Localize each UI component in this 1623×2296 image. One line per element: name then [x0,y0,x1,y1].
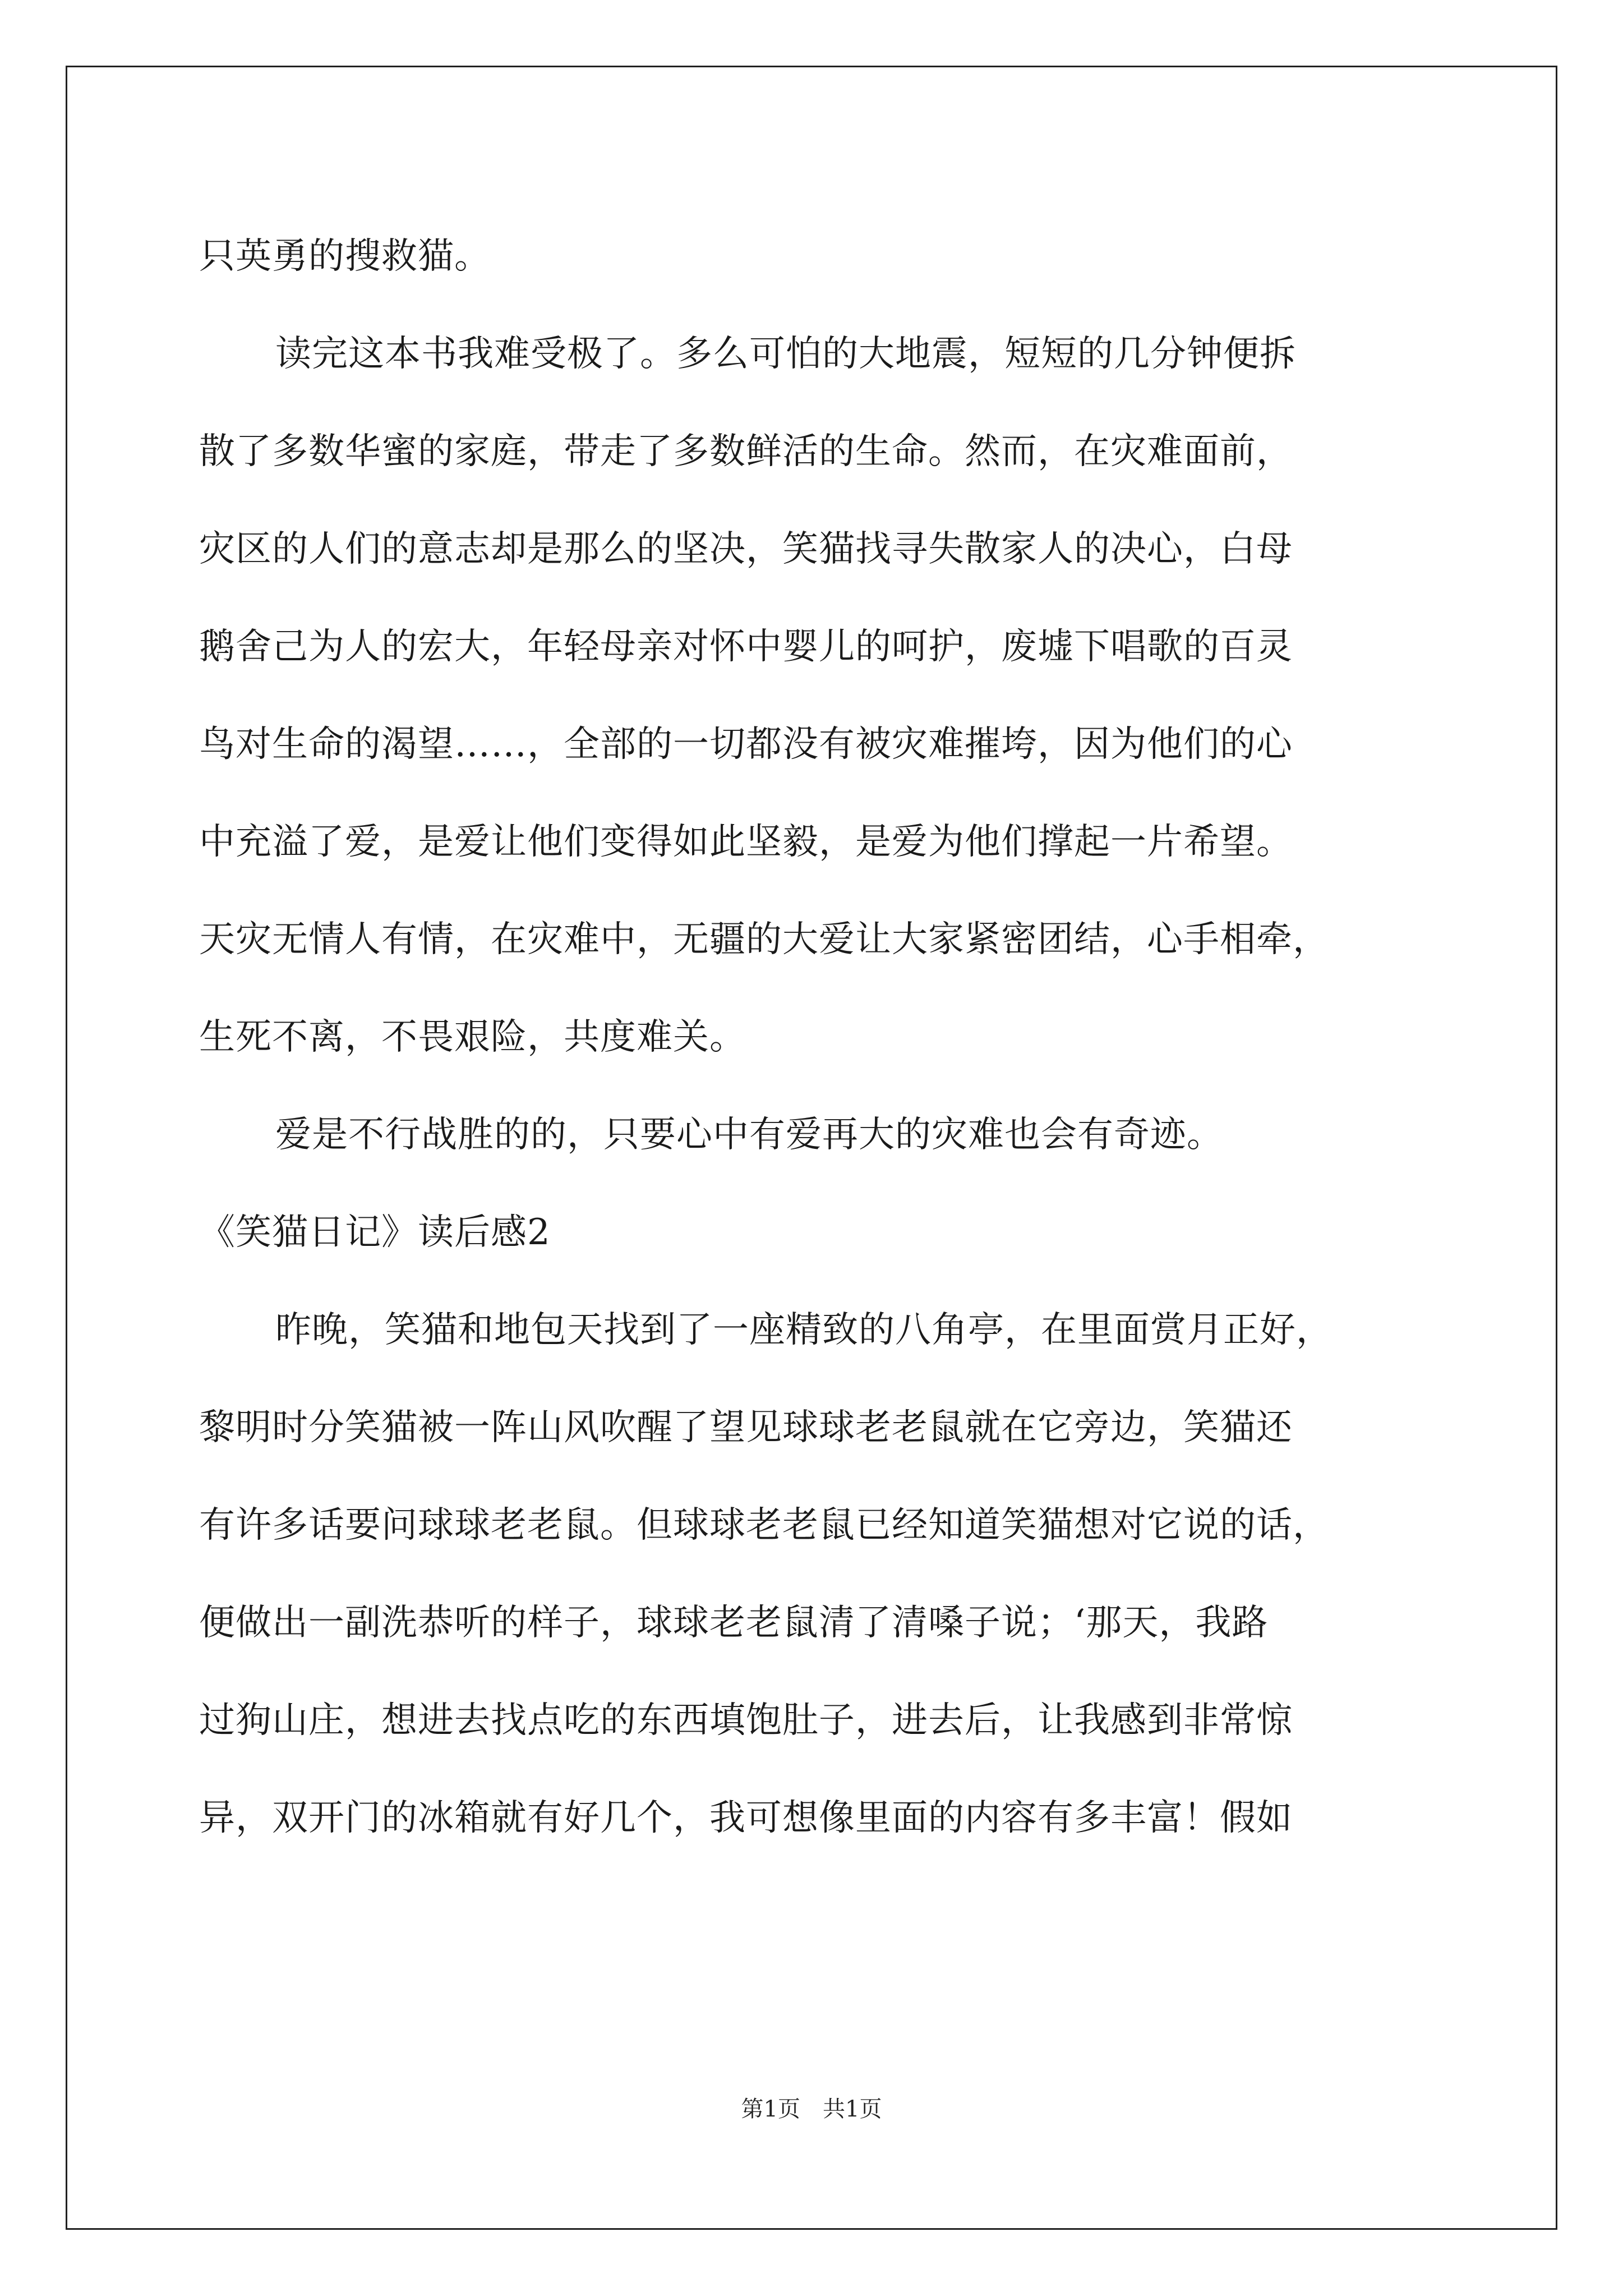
text-line: 昨晚，笑猫和地包天找到了一座精致的八角亭，在里面赏月正好， [275,1309,1332,1351]
page-footer [0,2095,1623,2123]
text-line: 有许多话要问球球老老鼠。但球球老老鼠已经知道笑猫想对它说的话， [199,1504,1329,1546]
page-number: 第1页 [741,2096,800,2122]
text-line: 鸟对生命的渴望……，全部的一切都没有被灾难摧垮，因为他们的心 [199,724,1293,765]
document-body [199,208,1455,1867]
text-line: 只英勇的搜救猫。 [199,236,491,277]
text-line: 异，双开门的冰箱就有好几个，我可想像里面的内容有多丰富！假如 [199,1797,1293,1839]
text-line: 天灾无情人有情，在灾难中，无疆的大爱让大家紧密团结，心手相牵， [199,919,1329,960]
text-line: 鹅舍己为人的宏大，年轻母亲对怀中婴儿的呵护，废墟下唱歌的百灵 [199,626,1293,668]
text-line: 爱是不行战胜的的，只要心中有爱再大的灾难也会有奇迹。 [275,1114,1223,1156]
text-line: 黎明时分笑猫被一阵山风吹醒了望见球球老老鼠就在它旁边，笑猫还 [199,1407,1293,1448]
page-total: 共1页 [823,2096,882,2122]
text-line: 便做出一副洗恭听的样子，球球老老鼠清了清嗓子说；‘那天，我路 [199,1602,1269,1644]
text-line: 过狗山庄，想进去找点吃的东西填饱肚子，进去后，让我感到非常惊 [199,1700,1293,1741]
text-line: 生死不离，不畏艰险，共度难关。 [199,1016,746,1058]
text-line: 中充溢了爱，是爱让他们变得如此坚毅，是爱为他们撑起一片希望。 [199,821,1293,863]
text-line: 读完这本书我难受极了。多么可怕的大地震，短短的几分钟便拆 [275,333,1296,375]
text-line: 灾区的人们的意志却是那么的坚决，笑猫找寻失散家人的决心，白母 [199,528,1293,570]
section-heading: 《笑猫日记》读后感2 [199,1212,551,1253]
text-line: 散了多数华蜜的家庭，带走了多数鲜活的生命。然而，在灾难面前， [199,431,1293,472]
